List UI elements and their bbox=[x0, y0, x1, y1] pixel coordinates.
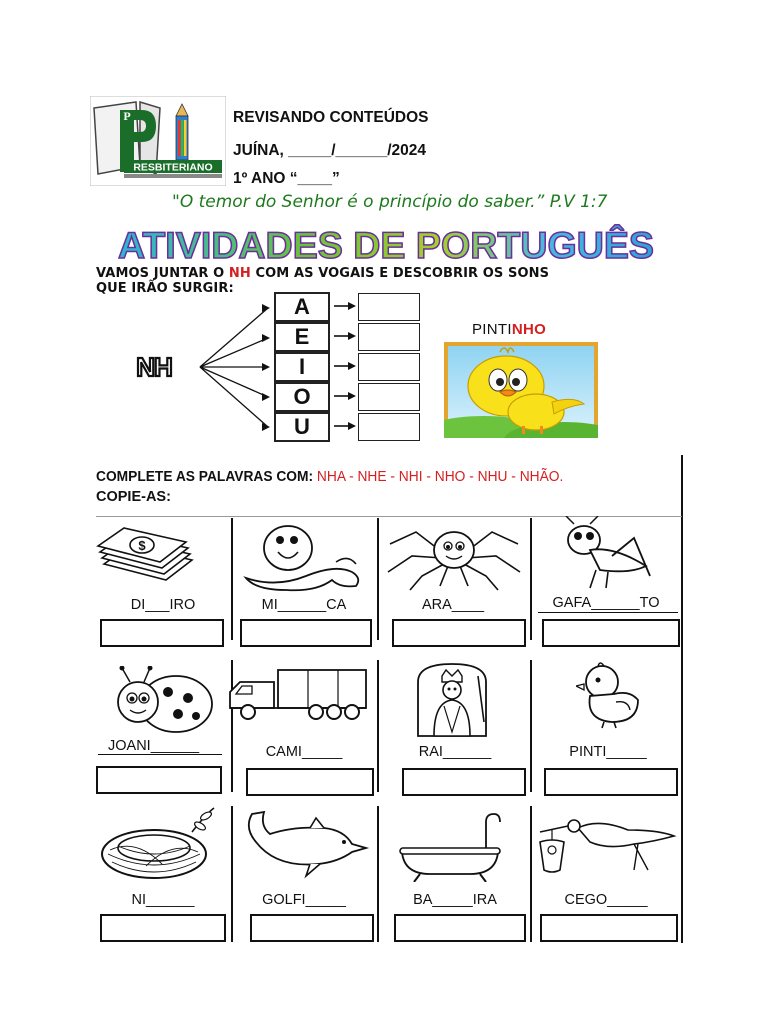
grid-divider bbox=[530, 660, 532, 792]
word-rainha: RAI______ bbox=[418, 744, 492, 760]
banner-title: ATIVIDADES DE PORTUGUÊS bbox=[118, 225, 646, 266]
stork-icon bbox=[538, 808, 678, 878]
activities-banner bbox=[112, 220, 660, 270]
vowel-box-e: E bbox=[274, 322, 330, 352]
copy-box[interactable] bbox=[394, 914, 526, 942]
answer-box-nho[interactable] bbox=[358, 383, 420, 411]
word-underline bbox=[538, 612, 678, 613]
copy-box[interactable] bbox=[544, 768, 678, 796]
grid-divider bbox=[530, 806, 532, 942]
word-underline bbox=[98, 754, 222, 755]
copy-box[interactable] bbox=[250, 914, 374, 942]
word-pintinho: PINTI_____ bbox=[569, 744, 647, 760]
grid-divider bbox=[377, 660, 379, 792]
copy-box[interactable] bbox=[100, 914, 226, 942]
spider-icon bbox=[382, 516, 526, 592]
grade-line: 1º ANO “____” bbox=[233, 170, 340, 187]
chick-icon bbox=[576, 660, 644, 730]
example-word: PINTINHO bbox=[472, 321, 547, 338]
nest-icon bbox=[96, 804, 220, 886]
grid-divider bbox=[377, 518, 379, 640]
logo-letter: P bbox=[123, 109, 131, 123]
page-title: REVISANDO CONTEÚDOS bbox=[233, 109, 429, 126]
word-aranha: ARA____ bbox=[421, 597, 485, 613]
motto: "O temor do Senhor é o princípio do saber.” P.V 1:7 bbox=[172, 192, 608, 212]
copy-box[interactable] bbox=[402, 768, 526, 796]
word-cegonha: CEGO_____ bbox=[564, 892, 648, 908]
money-icon bbox=[96, 520, 196, 590]
answer-box-nha[interactable] bbox=[358, 293, 420, 321]
word-gafanhoto: GAFA______TO bbox=[552, 595, 660, 611]
truck-icon bbox=[226, 664, 372, 724]
pencil-icon bbox=[176, 104, 188, 160]
grasshopper-icon bbox=[550, 516, 660, 592]
grid-divider bbox=[377, 806, 379, 942]
bathtub-icon bbox=[398, 812, 502, 882]
date-line: JUÍNA, _____/______/2024 bbox=[233, 142, 427, 159]
copy-box[interactable] bbox=[542, 619, 680, 647]
word-golfinho: GOLFI_____ bbox=[262, 892, 346, 908]
vowel-box-i: I bbox=[274, 352, 330, 382]
queen-icon bbox=[404, 662, 500, 738]
nh-instruction-line2: QUE IRÃO SURGIR: bbox=[96, 281, 234, 296]
vowel-box-a: A bbox=[274, 292, 330, 322]
copy-box[interactable] bbox=[240, 619, 372, 647]
nh-diagram bbox=[110, 282, 430, 442]
exercise-title: COMPLETE AS PALAVRAS COM: NHA - NHE - NHI - NHO - NHU - NHÃO. bbox=[96, 469, 564, 485]
exercise-subtitle: COPIE-AS: bbox=[96, 489, 171, 505]
vowel-box-u: U bbox=[274, 412, 330, 442]
copy-box[interactable] bbox=[100, 619, 224, 647]
copy-box[interactable] bbox=[540, 914, 678, 942]
grid-right-border bbox=[681, 455, 683, 943]
grid-divider bbox=[231, 518, 233, 640]
copy-box[interactable] bbox=[392, 619, 526, 647]
vowel-box-o: O bbox=[274, 382, 330, 412]
copy-box[interactable] bbox=[246, 768, 374, 796]
copy-box[interactable] bbox=[96, 766, 222, 794]
nh-source-label: NH bbox=[136, 352, 172, 382]
chick-illustration bbox=[444, 342, 598, 438]
svg-text:$: $ bbox=[138, 538, 146, 553]
word-banheira: BA_____IRA bbox=[413, 892, 497, 908]
answer-box-nhi[interactable] bbox=[358, 353, 420, 381]
school-logo bbox=[90, 96, 226, 186]
word-caminhao: CAMI_____ bbox=[265, 744, 343, 760]
answer-box-nhe[interactable] bbox=[358, 323, 420, 351]
word-minhoca: MI______CA bbox=[261, 597, 347, 613]
logo-text: RESBITERIANO bbox=[133, 161, 213, 174]
nh-instruction-line1: VAMOS JUNTAR O NH COM AS VOGAIS E DESCOBRIR OS SONS bbox=[96, 266, 550, 281]
grid-divider bbox=[530, 518, 532, 640]
answer-box-nhu[interactable] bbox=[358, 413, 420, 441]
grid-divider bbox=[231, 806, 233, 942]
ladybug-icon bbox=[104, 666, 216, 738]
worm-icon bbox=[236, 518, 366, 592]
word-dinheiro: DI___IRO bbox=[130, 597, 196, 613]
dolphin-icon bbox=[240, 808, 370, 880]
word-joaninha: JOANI______ bbox=[108, 738, 200, 754]
word-ninho: NI______ bbox=[131, 892, 195, 908]
